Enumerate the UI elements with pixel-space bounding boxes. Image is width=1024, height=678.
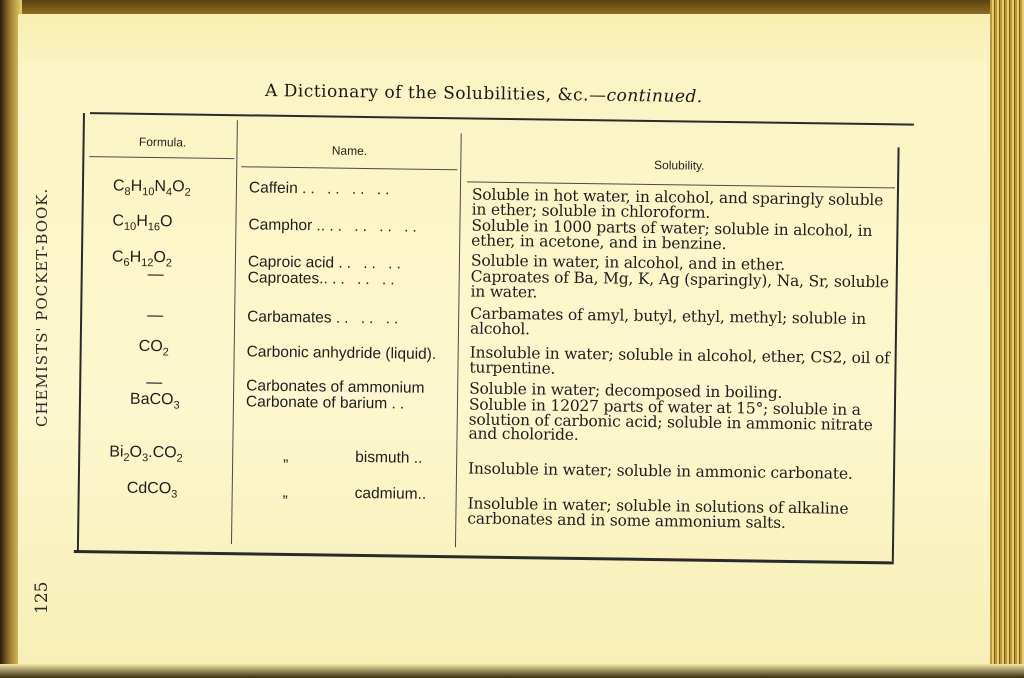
running-title: CHEMISTS' POCKET-BOOK. <box>33 187 51 427</box>
book-bottom-edge <box>0 664 1024 678</box>
page-number: 125 <box>32 581 52 614</box>
solubility-carbonate-barium: Soluble in 12027 parts of water at 15°; soluble in a solution of carbonic acid; soluble in ammonic nitrate and choloride. <box>468 395 873 444</box>
formula-caproates: — <box>147 265 164 284</box>
formula-column-header: Formula. <box>138 134 187 150</box>
name-bismuth: bismuth .. <box>355 448 423 467</box>
formula-caproic-acid: $C_6H_{12}O_2$ <box>111 248 173 270</box>
formula-camphor: $C_{10}H_{16}O$ <box>112 212 173 234</box>
name-carbonates-ammonium: Carbonates of ammonium <box>246 377 425 397</box>
ditto-mark-cadmium: „ <box>282 483 288 501</box>
solubility-caproic-acid: Soluble in water, in alcohol, and in ether. <box>470 251 786 274</box>
solubility-caproates: Caproates of Ba, Mg, K, Ag (sparingly), Na, Sr, soluble in water. <box>470 267 889 301</box>
header-continued: continued. <box>606 85 703 108</box>
formula-bismuth: $Bi_2O_3.CO_2$ <box>109 443 183 465</box>
table-bottom-rule <box>74 550 894 564</box>
solubility-carbonates-ammonium: Soluble in water; decomposed in boiling. <box>469 379 783 402</box>
header-title: A Dictionary of the Solubilities, &c.— <box>264 80 607 106</box>
name-carbamates: Carbamates .. .. .. <box>247 308 403 328</box>
name-carbonate-barium: Carbonate of barium .. <box>245 393 409 413</box>
ditto-mark-bismuth: „ <box>283 447 289 465</box>
column-divider-1 <box>231 120 238 544</box>
formula-header-rule <box>89 156 234 159</box>
name-header-rule <box>241 166 457 170</box>
name-caproates: Caproates.. .. .. .. <box>247 269 399 289</box>
solubility-carbonic-anhydride: Insoluble in water; soluble in alcohol, ether, CS2, oil of turpentine. <box>469 343 890 378</box>
formula-cadmium: CdCO$_3$ <box>126 479 178 501</box>
name-caproic-acid: Caproic acid .. .. .. <box>247 253 405 273</box>
solubility-camphor: Soluble in 1000 parts of water; soluble in alcohol, in ether, in acetone, and in benzine. <box>471 216 873 253</box>
formula-carbonate-barium: BaCO$_3$ <box>129 390 180 412</box>
name-carbonic-anhydride: Carbonic anhydride (liquid). <box>246 343 437 363</box>
name-caffein: Caffein .. .. .. .. <box>248 179 394 199</box>
table-left-rule <box>77 113 85 551</box>
name-camphor: Camphor .. .. .. .. .. <box>248 216 421 236</box>
solubility-caffein: Soluble in hot water, in alcohol, and sparingly soluble in ether; soluble in chloroform. <box>471 185 884 222</box>
name-cadmium: cadmium.. <box>354 484 427 503</box>
solubility-table <box>73 112 915 592</box>
name-column-header: Name. <box>331 143 368 159</box>
column-divider-2 <box>455 133 462 547</box>
formula-carbonic-anhydride: $CO_2$ <box>138 337 169 359</box>
solubility-bismuth: Insoluble in water; soluble in ammonic carbonate. <box>467 459 853 483</box>
formula-carbonates-ammonium: — <box>146 373 163 392</box>
formula-caffein: $C_8H_{10}N_4O_2$ <box>112 177 191 199</box>
table-right-rule <box>892 147 900 561</box>
book-page-stack-edge <box>990 0 1024 678</box>
formula-carbamates: — <box>147 306 164 325</box>
solubility-column-header: Solubility. <box>653 158 705 173</box>
solubility-carbamates: Carbamates of amyl, butyl, ethyl, methyl; soluble in alcohol. <box>469 304 867 338</box>
solubility-cadmium: Insoluble in water; soluble in solutions of alkaline carbonates and in some ammonium salts. <box>467 494 849 532</box>
